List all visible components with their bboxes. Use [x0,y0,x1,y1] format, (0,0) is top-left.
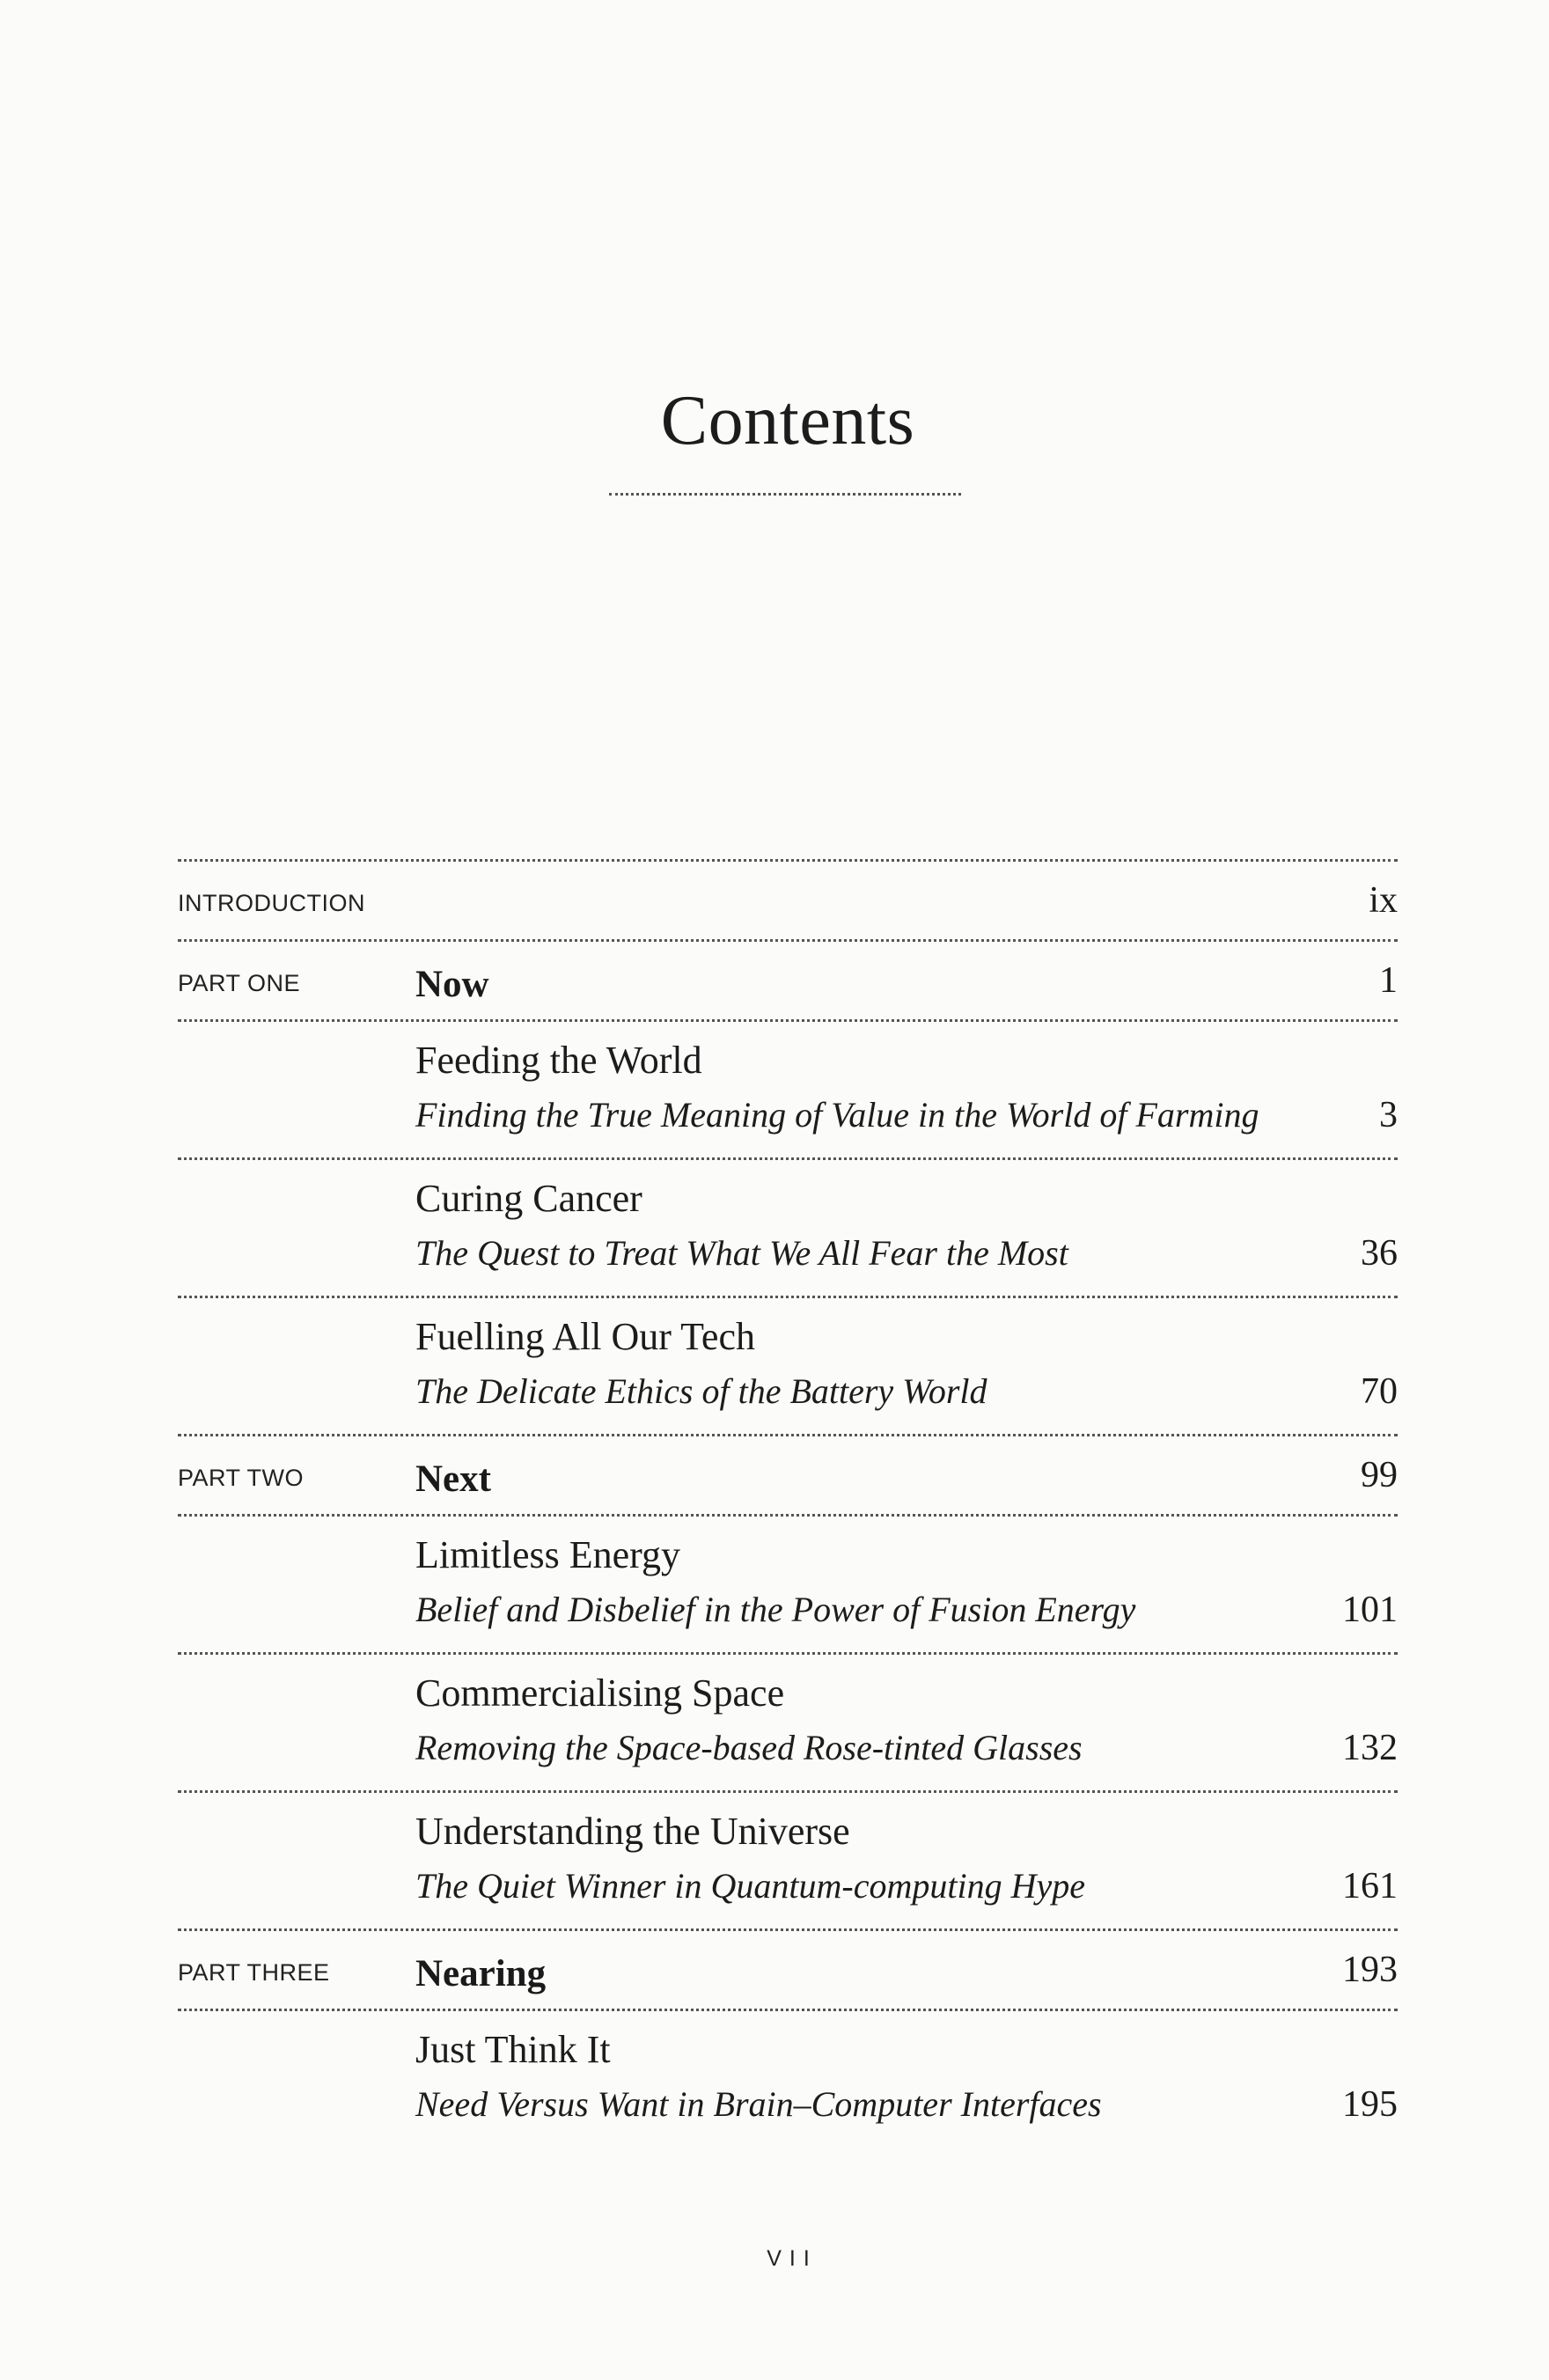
chapter-subtitle: The Quiet Winner in Quantum-computing Hype [415,1866,1085,1906]
table-of-contents [178,859,1398,2147]
toc-chapter [178,1160,1398,1296]
part-label: PART TWO [178,1465,305,1491]
part-label: PART THREE [178,1959,330,1986]
chapter-title: Limitless Energy [415,1533,681,1576]
title-dotted-rule [609,493,961,496]
chapter-subtitle: The Delicate Ethics of the Battery World [415,1371,987,1411]
toc-part-two [178,1436,1398,1514]
chapter-title: Understanding the Universe [415,1810,850,1853]
toc-entry-introduction [178,862,1398,939]
entry-page-number: 1 [1379,960,1398,1001]
toc-chapter [178,1022,1398,1157]
toc-part-one [178,942,1398,1019]
chapter-title: Feeding the World [415,1039,702,1082]
entry-page-number: 195 [1342,2084,1398,2125]
entry-page-number: ix [1369,880,1398,921]
chapter-title: Fuelling All Our Tech [415,1315,755,1358]
toc-part-three [178,1931,1398,2009]
page-folio: VII [767,2246,818,2271]
chapter-subtitle: Belief and Disbelief in the Power of Fusion Energy [415,1590,1136,1629]
part-title: Now [415,964,489,1005]
page-title: Contents [660,382,915,459]
entry-page-number: 70 [1361,1371,1398,1412]
toc-chapter [178,1655,1398,1790]
toc-chapter [178,1517,1398,1652]
entry-page-number: 101 [1342,1590,1398,1630]
chapter-subtitle: Removing the Space-based Rose-tinted Glasses [415,1728,1083,1767]
toc-chapter [178,1793,1398,1928]
entry-page-number: 36 [1361,1233,1398,1274]
chapter-title: Just Think It [415,2028,611,2071]
chapter-title: Curing Cancer [415,1177,642,1220]
part-title: Nearing [415,1953,547,1994]
chapter-subtitle: Need Versus Want in Brain–Computer Interfaces [415,2084,1102,2124]
entry-label: INTRODUCTION [178,890,365,916]
entry-page-number: 99 [1361,1455,1398,1495]
part-label: PART ONE [178,970,301,996]
chapter-subtitle: The Quest to Treat What We All Fear the Most [415,1233,1068,1273]
chapter-title: Commercialising Space [415,1671,785,1715]
entry-page-number: 193 [1342,1950,1398,1990]
entry-page-number: 3 [1379,1095,1398,1135]
part-title: Next [415,1458,491,1500]
toc-chapter [178,2011,1398,2147]
toc-chapter [178,1298,1398,1434]
chapter-subtitle: Finding the True Meaning of Value in the World of Farming [415,1095,1259,1135]
entry-page-number: 161 [1342,1866,1398,1906]
entry-page-number: 132 [1342,1728,1398,1768]
